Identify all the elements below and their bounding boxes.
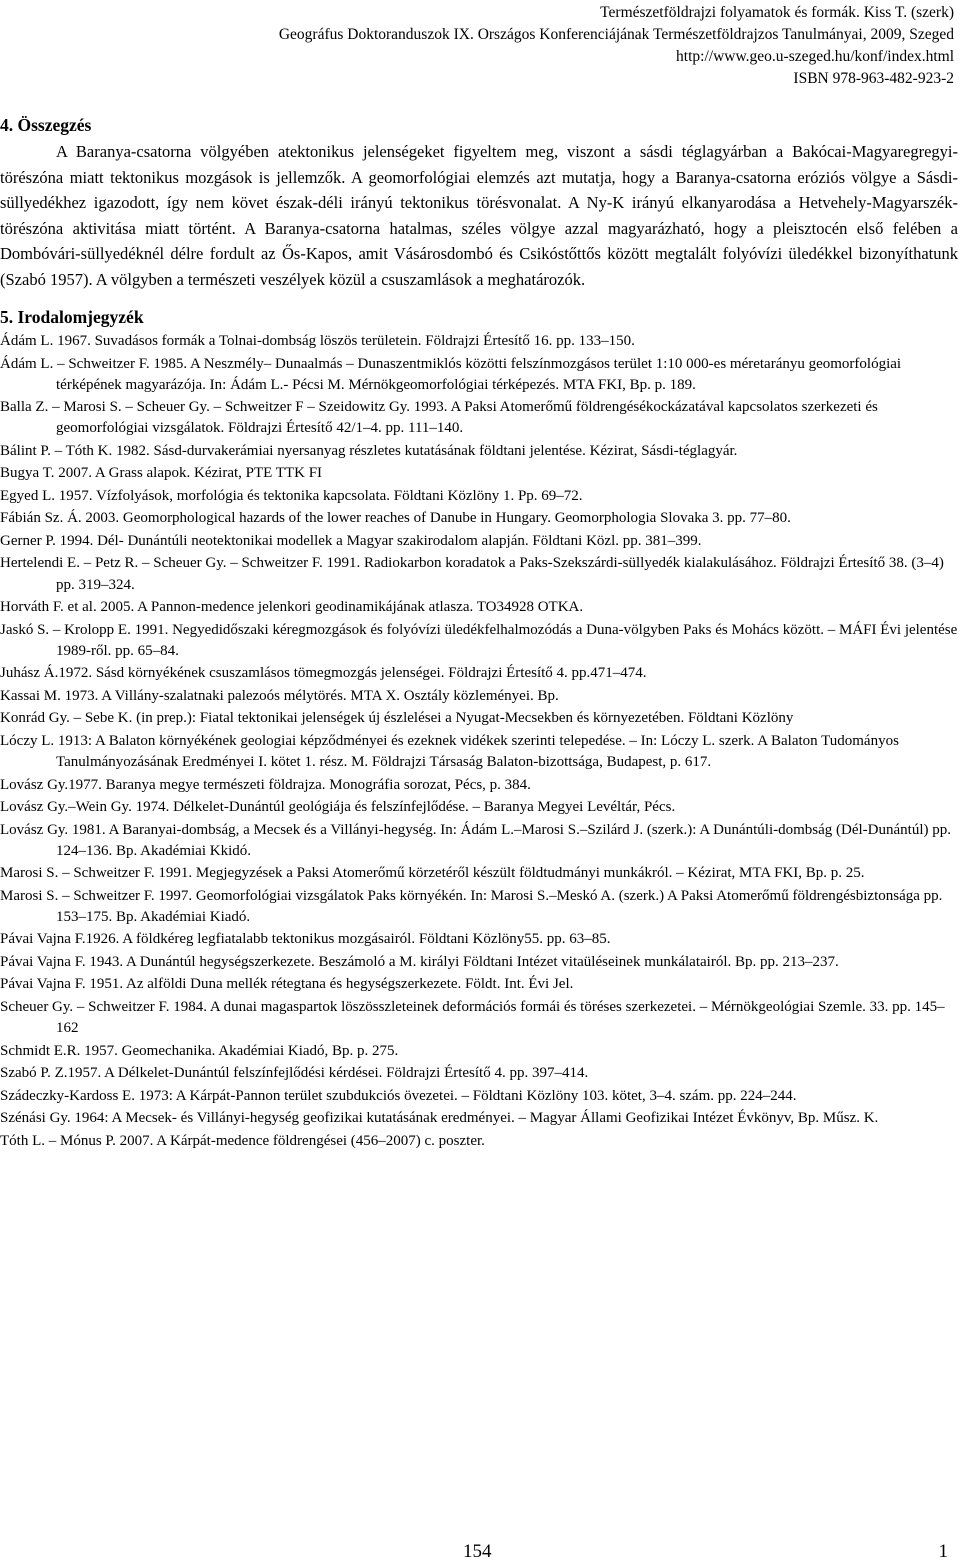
reference-item: Schmidt E.R. 1957. Geomechanika. Akadémiai Kiadó, Bp. p. 275. [0, 1042, 399, 1059]
reference-item: Szádeczky-Kardoss E. 1973: A Kárpát-Pannon terület szubdukciós övezetei. – Földtani Közlöny 103. kötet, 3–4. szám. pp. 224–244. [0, 1087, 797, 1104]
summary-section [0, 114, 958, 292]
references-section [0, 306, 958, 1152]
reference-item: Juhász Á.1972. Sásd környékének csuszamlásos tömegmozgás jelenségei. Földrajzi Értesítő 4. pp.471–474. [0, 665, 647, 682]
reference-item: Pávai Vajna F.1926. A földkéreg legfiatalabb tektonikus mozgásairól. Földtani Közlöny55. pp. 63–85. [0, 931, 611, 948]
reference-item: Scheuer Gy. – Schweitzer F. 1984. A dunai magaspartok löszösszleteinek deformációs formái és töréses szerkezetei. – Mérnökgeológiai Szemle. 33. pp. 145–162 [0, 998, 945, 1037]
header-isbn: ISBN 978-963-482-923-2 [793, 70, 954, 87]
reference-item: Pávai Vajna F. 1943. A Dunántúl hegységszerkezete. Beszámoló a M. királyi Földtani Intézet vitaüléseinek munkálatairól. Bp. pp. 213–237. [0, 953, 839, 970]
reference-item: Tóth L. – Mónus P. 2007. A Kárpát-medence földrengései (456–2007) c. poszter. [0, 1132, 485, 1149]
page-content [0, 114, 958, 1153]
reference-item: Ádám L. 1967. Suvadásos formák a Tolnai-dombság löszös területein. Földrajzi Értesítő 16. pp. 133–150. [0, 333, 635, 349]
reference-item: Lovász Gy.1977. Baranya megye természeti földrajza. Monográfia sorozat, Pécs, p. 384. [0, 776, 531, 793]
reference-item: Gerner P. 1994. Dél- Dunántúli neotektonikai modellek a Magyar szakirodalom alapján. Földtani Közl. pp. 381–399. [0, 532, 702, 549]
page-number: 154 [463, 1541, 492, 1562]
header-url: http://www.geo.u-szeged.hu/konf/index.html [676, 48, 954, 65]
sheet-number: 1 [938, 1541, 948, 1562]
reference-item: Hertelendi E. – Petz R. – Scheuer Gy. – Schweitzer F. 1991. Radiokarbon koradatok a Paks-Szekszárdi-süllyedék kialakulásához. Földrajzi Értesítő 38. (3–4) pp. 319–324. [0, 555, 944, 593]
reference-item: Balla Z. – Marosi S. – Scheuer Gy. – Schweitzer F – Szeidowitz Gy. 1993. A Paksi Atomerőmű földrengésékockázatával kapcsolatos szerkezeti és geomorfológiai vizsgálatok. Földrajzi Értesítő 42/1–4. pp. 111–140. [0, 399, 878, 437]
header-book-title: Természetföldrajzi folyamatok és formák. Kiss T. (szerk) [600, 4, 954, 21]
reference-item: Bálint P. – Tóth K. 1982. Sásd-durvakerámiai nyersanyag részletes kutatásának földtani jelentése. Kézirat, Sásdi-téglagyár. [0, 442, 738, 459]
reference-item: Marosi S. – Schweitzer F. 1991. Megjegyzések a Paksi Atomerőmű körzetéről készült földtudmányi munkákról. – Kézirat, MTA FKI, Bp. p. 25. [0, 865, 865, 882]
reference-item: Szénási Gy. 1964: A Mecsek- és Villányi-hegység geofizikai kutatásának eredményei. – Magyar Állami Geofizikai Intézet Évkönyv, Bp. Műsz. K. [0, 1110, 879, 1127]
summary-heading: 4. Összegzés [0, 115, 92, 135]
reference-item: Horváth F. et al. 2005. A Pannon-medence jelenkori geodinamikájának atlasza. TO34928 OTKA. [0, 599, 584, 616]
reference-item: Lovász Gy.–Wein Gy. 1974. Délkelet-Dunántúl geológiája és felszínfejlődése. – Baranya Megyei Levéltár, Pécs. [0, 799, 676, 816]
reference-item: Bugya T. 2007. A Grass alapok. Kézirat, PTE TTK FI [0, 465, 323, 482]
reference-item: Fábián Sz. Á. 2003. Geomorphological hazards of the lower reaches of Danube in Hungary. Geomorphologia Slovaka 3. pp. 77–80. [0, 510, 791, 527]
reference-item: Lovász Gy. 1981. A Baranyai-dombság, a Mecsek és a Villányi-hegység. In: Ádám L.–Marosi S.–Szilárd J. (szerk.): A Dunántúli-dombság (Dél-Dunántúl) pp. 124–136. Bp. Akadémiai Kkidó. [0, 821, 951, 859]
reference-item: Konrád Gy. – Sebe K. (in prep.): Fiatal tektonikai jelenségek új észlelései a Nyugat-Mecsekben és környezetében. Földtani Közlöny [0, 710, 794, 727]
reference-item: Ádám L. – Schweitzer F. 1985. A Neszmély– Dunaalmás – Dunaszentmiklós közötti felszínmozgásos terület 1:10 000-es méretarányu geomorfológiai térképének magyarázója. In: Ádám L.- Pécsi M. Mérnökgeomorfológiai térképezés. MTA FKI, Bp. p. 189. [0, 355, 902, 393]
reference-item: Kassai M. 1973. A Villány-szalatnaki palezoós mélytörés. MTA X. Osztály közleményei. Bp. [0, 687, 559, 704]
reference-item: Jaskó S. – Krolopp E. 1991. Negyedidőszaki kéregmozgások és folyóvízi üledékfelhalmozódás a Duna-völgyben Paks és Mohács között. – MÁFI Évi jelentése 1989-ről. pp. 65–84. [0, 621, 958, 659]
running-header [279, 2, 954, 90]
references-heading: 5. Irodalomjegyzék [0, 307, 144, 327]
reference-item: Lóczy L. 1913: A Balaton környékének geologiai képződményei és ezeknek vidékek szerinti telepedése. – In: Lóczy L. szerk. A Balaton Tudományos Tanulmányozásának Eredményei I. kötet 1. rész. M. Földrajzi Társaság Balaton-bizottsága, Budapest, p. 617. [0, 732, 899, 771]
reference-item: Szabó P. Z.1957. A Délkelet-Dunántúl felszínfejlődési kérdései. Földrajzi Értesítő 4. pp. 397–414. [0, 1065, 589, 1082]
reference-list [0, 331, 958, 1152]
reference-item: Marosi S. – Schweitzer F. 1997. Geomorfológiai vizsgálatok Paks környékén. In: Marosi S.–Meskó A. (szerk.) A Paksi Atomerőmű földrengésbiztonsága pp. 153–175. Bp. Akadémiai Kiadó. [0, 887, 943, 925]
reference-item: Egyed L. 1957. Vízfolyások, morfológia és tektonika kapcsolata. Földtani Közlöny 1. Pp. 69–72. [0, 487, 583, 504]
summary-paragraph: A Baranya-csatorna völgyében atektonikus jelenségeket figyeltem meg, viszont a sásdi téglagyárban a Bakócai-Magyaregregyi-törészóna miatt tektonikus mozgások is jellemzők. A geomorfológiai elemzés azt mutatja, hogy a Baranya-csatorna eróziós völgye a Sásdi-süllyedékhez igazodott, így nem követ észak-déli irányú tektonikus törésvonalat. A Ny-K irányú elkanyarodása a Hetvehely-Magyarszék-törészóna aktivitása miatt történt. A Baranya-csatorna hatalmas, széles völgye azzal magyarázható, hogy a pleisztocén első felében a Dombóvári-süllyedéknél délre fordult az Ős-Kapos, amit Vásárosdombó és Csikóstőttős között megtalált folyóvízi üledékkel bizonyíthatunk (Szabó 1957). A völgyben a természeti veszélyek közül a csuszamlások a meghatározók. [0, 142, 958, 289]
section-gap [0, 292, 958, 306]
header-conference: Geográfus Doktoranduszok IX. Országos Konferenciájának Természetföldrajzos Tanulmányai, 2009, Szeged [278, 26, 954, 43]
reference-item: Pávai Vajna F. 1951. Az alföldi Duna mellék rétegtana és hegységszerkezete. Földt. Int. Évi Jel. [0, 976, 574, 993]
